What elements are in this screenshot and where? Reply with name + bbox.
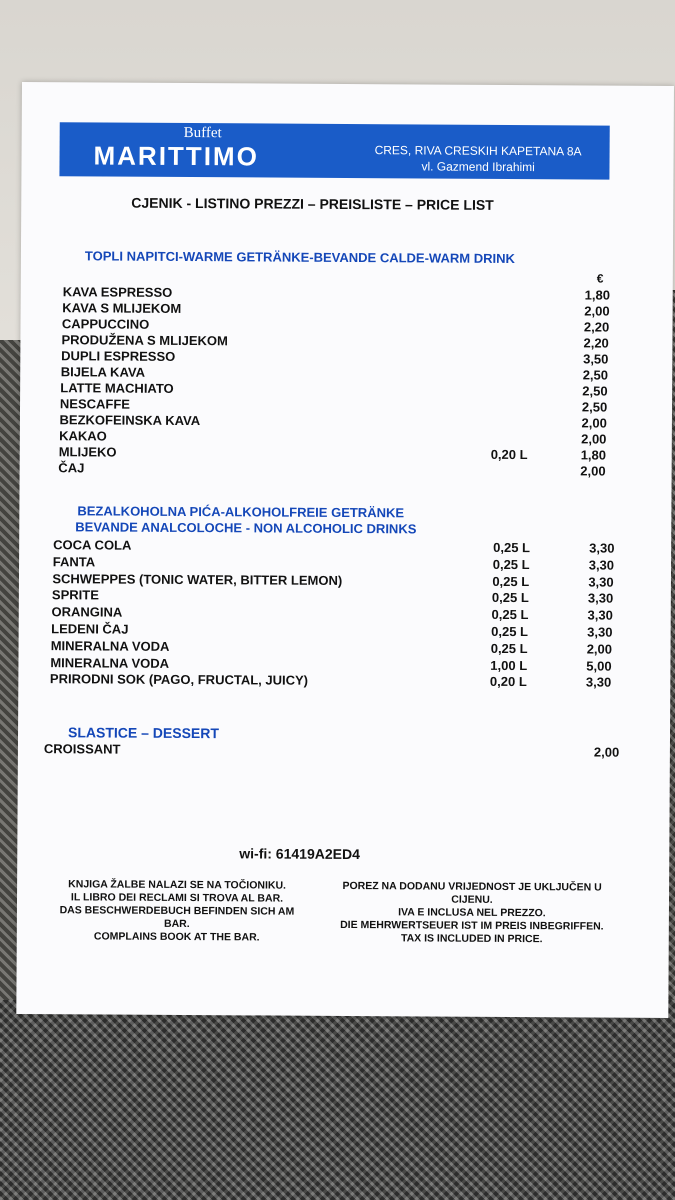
menu-item-row bbox=[61, 348, 609, 367]
cold-drinks-title-1: BEZALKOHOLNA PIĆA-ALKOHOLFREIE GETRÄNKE bbox=[77, 503, 405, 521]
menu-item-volume: 0,25 L bbox=[491, 607, 529, 623]
footer-right-line: CIJENU. bbox=[451, 893, 493, 906]
menu-item-price: 2,50 bbox=[582, 367, 609, 383]
menu-item-name: CROISSANT bbox=[43, 741, 121, 757]
menu-item-row bbox=[53, 537, 615, 556]
menu-item-price: 3,30 bbox=[589, 540, 615, 556]
menu-item-name: MINERALNA VODA bbox=[50, 637, 170, 654]
menu-item-price: 2,00 bbox=[580, 463, 606, 479]
menu-item-price: 3,50 bbox=[583, 351, 609, 367]
menu-item-name: SPRITE bbox=[51, 587, 99, 603]
menu-item-row bbox=[51, 621, 613, 640]
footer-right-line: POREZ NA DODANU VRIJEDNOST JE UKLJUČEN U bbox=[342, 879, 602, 894]
footer-right-line: IVA E INCLUSA NEL PREZZO. bbox=[398, 906, 546, 920]
menu-item-name: KAKAO bbox=[59, 428, 107, 444]
menu-item-price: 2,00 bbox=[581, 431, 607, 447]
menu-item-price: 5,00 bbox=[586, 658, 612, 674]
address: CRES, RIVA CRESKIH KAPETANA 8A bbox=[374, 143, 582, 159]
menu-item-row bbox=[61, 316, 610, 335]
menu-item-row bbox=[61, 332, 609, 351]
menu-item-row bbox=[62, 300, 610, 319]
brand-name: MARITTIMO bbox=[93, 140, 259, 172]
footer-left-line: IL LIBRO DEI RECLAMI SI TROVA AL BAR. bbox=[70, 891, 284, 905]
menu-item-name: ČAJ bbox=[58, 460, 85, 476]
menu-item-name: CAPPUCCINO bbox=[61, 316, 150, 332]
menu-item-volume: 0,20 L bbox=[490, 446, 528, 463]
cold-drinks-title-2: BEVANDE ANALCOLOCHE - NON ALCOHOLIC DRINKS bbox=[75, 519, 417, 537]
menu-item-row bbox=[52, 570, 614, 590]
menu-item-price: 2,00 bbox=[584, 303, 610, 319]
menu-item-row bbox=[62, 284, 611, 303]
menu-item-row bbox=[51, 604, 613, 623]
wifi-info: wi-fi: 61419A2ED4 bbox=[239, 845, 360, 863]
menu-item-row bbox=[60, 380, 608, 399]
menu-item-price: 1,80 bbox=[580, 447, 607, 463]
menu-item-price: 3,30 bbox=[587, 590, 614, 607]
currency-symbol: € bbox=[596, 271, 604, 286]
menu-item-price: 3,30 bbox=[585, 674, 612, 691]
footer-left-line: KNJIGA ŽALBE NALAZI SE NA TOČIONIKU. bbox=[68, 878, 287, 892]
menu-item-price: 2,20 bbox=[583, 335, 609, 351]
menu-item-price: 2,20 bbox=[583, 319, 610, 335]
menu-item-volume: 1,00 L bbox=[490, 657, 528, 673]
buffet-label: Buffet bbox=[183, 124, 222, 142]
menu-item-row bbox=[59, 412, 607, 431]
menu-item-price: 3,30 bbox=[587, 624, 613, 640]
menu-item-row bbox=[50, 637, 613, 657]
menu-item-row bbox=[52, 553, 615, 573]
menu-item-volume: 0,25 L bbox=[492, 556, 530, 572]
footer-left-line: DAS BESCHWERDEBUCH BEFINDEN SICH AM bbox=[59, 904, 295, 918]
menu-item-row bbox=[59, 428, 607, 447]
footer-tax bbox=[317, 880, 627, 947]
menu-item-price: 2,00 bbox=[586, 641, 613, 657]
footer-right-line: DIE MEHRWERTSEUER IST IM PREIS INBEGRIFFEN. bbox=[340, 918, 604, 933]
menu-item-name: PRODUŽENA S MLIJEKOM bbox=[61, 332, 228, 349]
menu-item-row bbox=[49, 671, 612, 691]
footer-left-line: COMPLAINS BOOK AT THE BAR. bbox=[93, 930, 260, 944]
menu-item-row bbox=[58, 460, 606, 479]
menu-item-name: LEDENI ČAJ bbox=[51, 621, 129, 637]
header-banner bbox=[59, 122, 609, 179]
warm-drinks-title: TOPLI NAPITCI-WARME GETRÄNKE-BEVANDE CALDE-WARM DRINK bbox=[84, 248, 515, 267]
price-list-title: CJENIK - LISTINO PREZZI – PREISLISTE – PRICE LIST bbox=[131, 194, 494, 213]
menu-item-name: FANTA bbox=[52, 553, 96, 570]
menu-item-price: 3,30 bbox=[588, 574, 614, 590]
menu-item-volume: 0,25 L bbox=[490, 640, 528, 656]
menu-item-price: 2,00 bbox=[581, 415, 607, 431]
owner: vl. Gazmend Ibrahimi bbox=[421, 159, 535, 175]
menu-item-price: 3,30 bbox=[587, 607, 613, 623]
menu-item-row bbox=[43, 741, 620, 760]
placemat-bottom bbox=[0, 1000, 675, 1200]
menu-item-price: 1,80 bbox=[584, 287, 611, 303]
menu-item-name: MLIJEKO bbox=[58, 444, 117, 460]
price-list-sheet bbox=[16, 82, 674, 1018]
menu-item-name: PRIRODNI SOK (PAGO, FRUCTAL, JUICY) bbox=[49, 671, 309, 689]
menu-item-name: MINERALNA VODA bbox=[50, 654, 170, 671]
menu-item-price: 2,00 bbox=[593, 744, 620, 760]
menu-item-volume: 0,25 L bbox=[491, 590, 529, 606]
menu-item-name: COCA COLA bbox=[53, 537, 132, 553]
menu-item-name: LATTE MACHIATO bbox=[60, 380, 174, 396]
menu-item-row bbox=[60, 364, 609, 383]
menu-item-volume: 0,25 L bbox=[491, 623, 529, 640]
menu-item-name: BEZKOFEINSKA KAVA bbox=[59, 412, 201, 429]
menu-item-name: KAVA S MLIJEKOM bbox=[62, 300, 182, 316]
menu-item-price: 2,50 bbox=[581, 399, 608, 415]
menu-item-name: KAVA ESPRESSO bbox=[62, 284, 173, 300]
footer-left-line: BAR. bbox=[163, 917, 190, 931]
menu-item-volume: 0,25 L bbox=[492, 573, 530, 589]
footer-right-line: TAX IS INCLUDED IN PRICE. bbox=[400, 932, 543, 946]
menu-item-row bbox=[51, 587, 614, 607]
menu-item-price: 3,30 bbox=[588, 557, 615, 573]
menu-item-name: SCHWEPPES (TONIC WATER, BITTER LEMON) bbox=[52, 570, 343, 588]
menu-item-price: 2,50 bbox=[582, 383, 608, 399]
menu-item-volume: 0,25 L bbox=[493, 539, 531, 556]
footer-complaints bbox=[37, 878, 317, 945]
menu-item-name: ORANGINA bbox=[51, 604, 123, 620]
menu-item-volume: 0,20 L bbox=[489, 674, 527, 690]
dessert-title: SLASTICE – DESSERT bbox=[67, 724, 219, 742]
menu-item-name: NESCAFFE bbox=[59, 396, 131, 412]
menu-item-row bbox=[59, 396, 608, 415]
menu-item-row bbox=[58, 444, 607, 463]
menu-item-name: BIJELA KAVA bbox=[60, 364, 146, 380]
menu-item-name: DUPLI ESPRESSO bbox=[61, 348, 176, 364]
menu-item-row bbox=[50, 654, 612, 674]
